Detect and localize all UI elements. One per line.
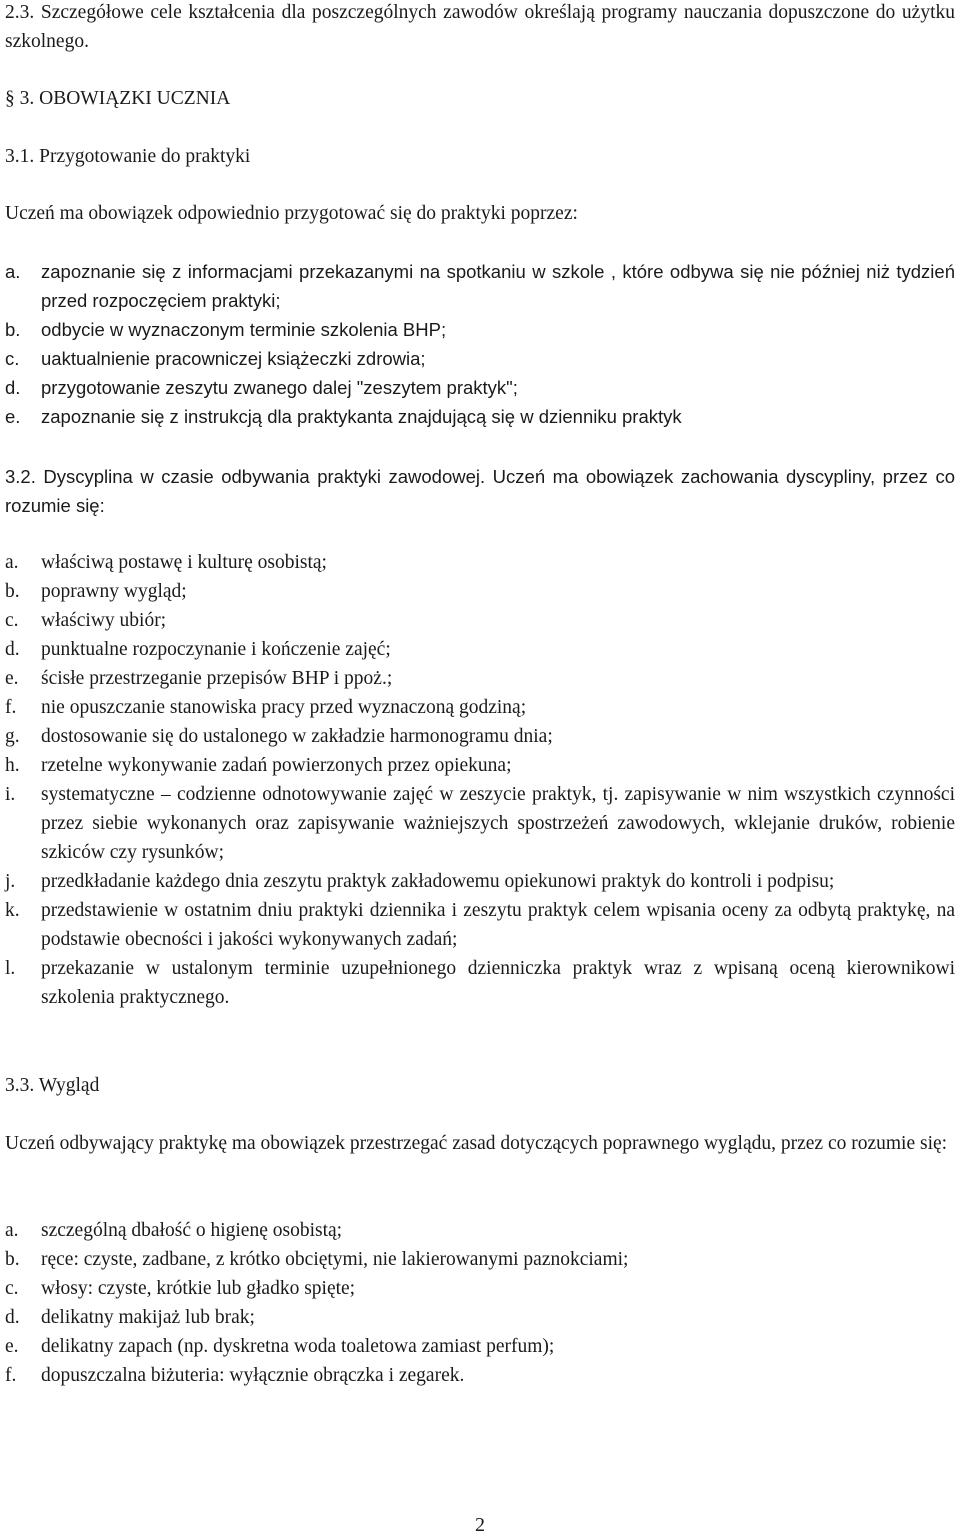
list-marker: a.: [5, 552, 19, 573]
list-marker: k.: [5, 900, 20, 921]
list-item-text: punktualne rozpoczynanie i kończenie zajęć;: [41, 639, 391, 660]
list-item: [5, 896, 955, 954]
list-item-text: poprawny wygląd;: [41, 581, 187, 602]
list-marker: j.: [5, 871, 16, 892]
list-item: [5, 751, 955, 780]
list-marker: h.: [5, 755, 20, 776]
list-item: [5, 344, 955, 373]
list-marker: l.: [5, 958, 16, 979]
list-marker: i.: [5, 784, 16, 805]
list-item: [5, 664, 955, 693]
list-item: [5, 1303, 955, 1332]
list-marker: b.: [5, 319, 21, 340]
list-item-text: dostosowanie się do ustalonego w zakładzie harmonogramu dnia;: [41, 726, 553, 747]
list-marker: b.: [5, 581, 20, 602]
list-item: [5, 373, 955, 402]
list-item-text: odbycie w wyznaczonym terminie szkolenia BHP;: [41, 319, 447, 340]
list-item: [5, 402, 955, 431]
list-marker: a.: [5, 261, 21, 282]
list-item: [5, 867, 955, 896]
list-item: [5, 1216, 955, 1245]
list-item: [5, 1274, 955, 1303]
list-item: [5, 693, 955, 722]
paragraph-2-3: 2.3. Szczegółowe cele kształcenia dla poszczególnych zawodów określają programy nauczania dopuszczone do użytku szkolnego.: [5, 2, 955, 52]
list-item: [5, 315, 955, 344]
list-item-text: zapoznanie się z informacjami przekazanymi na spotkaniu w szkole , które odbywa się nie później niż tydzień przed rozpoczęciem praktyki;: [41, 261, 955, 311]
list-item: [5, 1361, 955, 1390]
list-3-1: [5, 257, 955, 431]
subsection-heading-3-2: 3.2. Dyscyplina w czasie odbywania praktyki zawodowej. Uczeń ma obowiązek zachowania dyscypliny, przez co rozumie się:: [5, 466, 955, 516]
list-item: [5, 257, 955, 315]
section-heading-obowiazki: § 3. OBOWIĄZKI UCZNIA: [5, 88, 231, 109]
list-item: [5, 954, 955, 1012]
subsection-lead-3-1: Uczeń ma obowiązek odpowiednio przygotować się do praktyki poprzez:: [5, 203, 578, 224]
list-marker: c.: [5, 348, 20, 369]
list-item: [5, 577, 955, 606]
list-item-text: przygotowanie zeszytu zwanego dalej "zeszytem praktyk";: [41, 377, 518, 398]
list-marker: c.: [5, 1278, 19, 1299]
subsection-heading-3-1: 3.1. Przygotowanie do praktyki: [5, 146, 251, 167]
list-3-2: [5, 548, 955, 1012]
list-marker: f.: [5, 1365, 17, 1386]
list-marker: e.: [5, 1336, 19, 1357]
list-item-text: zapoznanie się z instrukcją dla praktykanta znajdującą się w dzienniku praktyk: [41, 406, 682, 427]
list-item-text: uaktualnienie pracowniczej książeczki zdrowia;: [41, 348, 426, 369]
list-item: [5, 722, 955, 751]
list-item-text: ścisłe przestrzeganie przepisów BHP i ppoż.;: [41, 668, 393, 689]
list-item-text: właściwą postawę i kulturę osobistą;: [41, 552, 327, 573]
list-item: [5, 780, 955, 867]
list-marker: g.: [5, 726, 20, 747]
list-marker: a.: [5, 1220, 19, 1241]
list-marker: d.: [5, 377, 21, 398]
list-item-text: delikatny makijaż lub brak;: [41, 1307, 255, 1328]
list-marker: b.: [5, 1249, 20, 1270]
page-number: 2: [475, 1514, 485, 1536]
list-item: [5, 548, 955, 577]
list-marker: f.: [5, 697, 17, 718]
list-item-text: właściwy ubiór;: [41, 610, 167, 631]
list-3-3: [5, 1216, 955, 1390]
list-marker: d.: [5, 639, 20, 660]
list-marker: c.: [5, 610, 19, 631]
list-item-text: dopuszczalna biżuteria: wyłącznie obrączka i zegarek.: [41, 1365, 465, 1386]
subsection-heading-3-3: 3.3. Wygląd: [5, 1075, 100, 1096]
list-marker: d.: [5, 1307, 20, 1328]
list-item-text: delikatny zapach (np. dyskretna woda toaletowa zamiast perfum);: [41, 1336, 555, 1357]
subsection-lead-3-3: Uczeń odbywający praktykę ma obowiązek przestrzegać zasad dotyczących poprawnego wyglądu, przez co rozumie się:: [5, 1133, 948, 1154]
list-item: [5, 1245, 955, 1274]
list-item-text: szczególną dbałość o higienę osobistą;: [41, 1220, 343, 1241]
list-item-text: ręce: czyste, zadbane, z krótko obciętymi, nie lakierowanymi paznokciami;: [41, 1249, 629, 1270]
list-item-text: przekazanie w ustalonym terminie uzupełnionego dzienniczka praktyk wraz z wpisaną oceną kierownikowi szkolenia praktycznego.: [41, 958, 955, 1008]
list-item: [5, 1332, 955, 1361]
list-item-text: przedstawienie w ostatnim dniu praktyki dziennika i zeszytu praktyk celem wpisania oceny za odbytą praktykę, na podstawie obecności i jakości wykonywanych zadań;: [41, 900, 955, 950]
list-item-text: włosy: czyste, krótkie lub gładko spięte;: [41, 1278, 356, 1299]
list-item: [5, 635, 955, 664]
list-marker: e.: [5, 406, 21, 427]
list-item: [5, 606, 955, 635]
list-marker: e.: [5, 668, 19, 689]
list-item-text: przedkładanie każdego dnia zeszytu praktyk zakładowemu opiekunowi praktyk do kontroli i podpisu;: [41, 871, 835, 892]
list-item-text: nie opuszczanie stanowiska pracy przed wyznaczoną godziną;: [41, 697, 527, 718]
list-item-text: systematyczne – codzienne odnotowywanie zajęć w zeszycie praktyk, tj. zapisywanie w nim wszystkich czynności przez siebie wykonanych oraz zapisywanie ważniejszych spostrzeżeń zawodowych, wklejanie druków, robienie szkiców czy rysunków;: [41, 784, 955, 863]
list-item-text: rzetelne wykonywanie zadań powierzonych przez opiekuna;: [41, 755, 512, 776]
